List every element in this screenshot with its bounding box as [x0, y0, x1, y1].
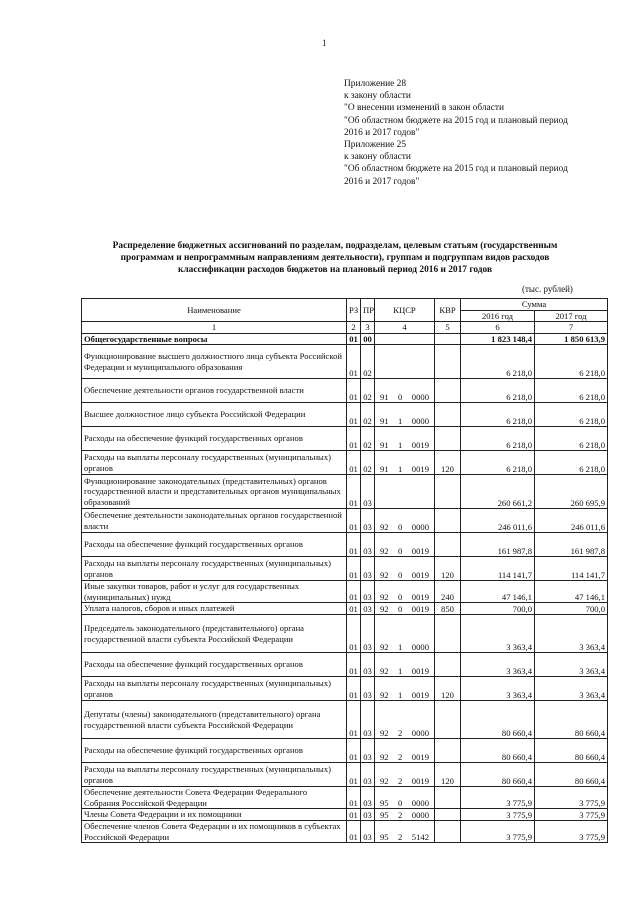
row-rz: 01: [347, 603, 361, 615]
kcsr-direction: 0019: [411, 463, 429, 474]
kcsr-direction: 0019: [411, 569, 429, 580]
row-name: Председатель законодательного (представительного) органа государственной власти субъекта Российской Федерации: [82, 615, 347, 653]
appendix-reference: [344, 78, 624, 188]
row-pr: 02: [361, 403, 375, 427]
kcsr-subprogram: 1: [398, 665, 403, 676]
kcsr-direction: 0019: [411, 689, 429, 700]
row-rz: 01: [347, 739, 361, 763]
row-sum-2017: 161 987,8: [535, 533, 608, 557]
kcsr-subprogram: 0: [398, 569, 403, 580]
row-sum-2016: 161 987,8: [461, 533, 535, 557]
kcsr-direction: 0019: [411, 603, 429, 614]
appendix-line: к закону области: [344, 91, 411, 102]
kcsr-subprogram: 0: [398, 797, 403, 808]
row-kvr: [435, 403, 461, 427]
kcsr-program: 91: [380, 415, 389, 426]
row-rz: 01: [347, 763, 361, 787]
appendix-line: 2016 и 2017 годов": [344, 127, 420, 138]
row-kcsr: [375, 557, 435, 581]
row-sum-2017: 3 363,4: [535, 653, 608, 677]
kcsr-program: 92: [380, 569, 389, 580]
row-pr: 03: [361, 763, 375, 787]
kcsr-subprogram: 2: [398, 727, 403, 738]
row-kvr: [435, 615, 461, 653]
row-rz: 01: [347, 427, 361, 451]
row-sum-2016: 1 823 148,4: [461, 333, 535, 345]
row-pr: 03: [361, 581, 375, 603]
row-rz: 01: [347, 677, 361, 701]
kcsr-direction: 0019: [411, 751, 429, 762]
row-rz: 01: [347, 379, 361, 403]
kcsr-subprogram: 2: [398, 809, 403, 820]
column-index-row: [82, 322, 608, 334]
row-pr: 00: [361, 333, 375, 345]
document-title: Распределение бюджетных ассигнований по разделам, подразделам, целевым статьям (государственным программам и непрограммным направлениям деятельности), группам и подгруппам видов расходов классификации расходов бюджетов на плановый период 2016 и 2017 годов: [112, 241, 558, 276]
row-sum-2016: 6 218,0: [461, 379, 535, 403]
row-kcsr: [375, 821, 435, 843]
row-sum-2016: 6 218,0: [461, 403, 535, 427]
row-sum-2016: 260 661,2: [461, 475, 535, 509]
kcsr-program: 95: [380, 797, 389, 808]
row-pr: 03: [361, 787, 375, 809]
row-sum-2016: 246 011,6: [461, 509, 535, 533]
row-pr: 03: [361, 821, 375, 843]
row-name: Расходы на выплаты персоналу государственных (муниципальных) органов: [82, 763, 347, 787]
header-name: Наименование: [82, 299, 347, 322]
row-kvr: [435, 809, 461, 821]
row-name: Функционирование законодательных (представительных) органов государственной власти и представительных органов муниципальных образований: [82, 475, 347, 509]
row-pr: 03: [361, 509, 375, 533]
header-kvr: КВР: [435, 299, 461, 322]
row-sum-2017: 260 695,9: [535, 475, 608, 509]
appendix-line: Приложение 25: [344, 140, 407, 151]
row-sum-2016: 114 141,7: [461, 557, 535, 581]
kcsr-program: 91: [380, 463, 389, 474]
row-kcsr: [375, 739, 435, 763]
table-row: [82, 509, 608, 533]
row-kvr: [435, 379, 461, 403]
row-pr: 02: [361, 451, 375, 475]
row-kvr: 120: [435, 677, 461, 701]
row-pr: 03: [361, 739, 375, 763]
kcsr-program: 92: [380, 591, 389, 602]
row-sum-2017: 1 850 613,9: [535, 333, 608, 345]
row-name: Обеспечение деятельности органов государственной власти: [82, 379, 347, 403]
kcsr-subprogram: 2: [398, 751, 403, 762]
row-kcsr: [375, 475, 435, 509]
row-pr: 02: [361, 427, 375, 451]
header-sum: Сумма: [461, 299, 608, 311]
row-name: Уплата налогов, сборов и иных платежей: [82, 603, 347, 615]
row-name: Иные закупки товаров, работ и услуг для государственных (муниципальных) нужд: [82, 581, 347, 603]
row-kvr: 120: [435, 557, 461, 581]
kcsr-subprogram: 1: [398, 463, 403, 474]
header-year-2016: 2016 год: [461, 310, 535, 322]
row-rz: 01: [347, 787, 361, 809]
row-kvr: [435, 345, 461, 379]
row-sum-2017: 47 146,1: [535, 581, 608, 603]
row-kvr: [435, 787, 461, 809]
row-kcsr: [375, 509, 435, 533]
row-name: Депутаты (члены) законодательного (представительного) органа государственной власти субъекта Российской Федерации: [82, 701, 347, 739]
row-sum-2016: 47 146,1: [461, 581, 535, 603]
row-kcsr: [375, 379, 435, 403]
header-kcsr: КЦСР: [375, 299, 435, 322]
row-sum-2016: 80 660,4: [461, 739, 535, 763]
header-year-2017: 2017 год: [535, 310, 608, 322]
row-kvr: 120: [435, 763, 461, 787]
kcsr-direction: 0019: [411, 775, 429, 786]
table-row: [82, 333, 608, 345]
row-rz: 01: [347, 451, 361, 475]
row-sum-2016: 6 218,0: [461, 427, 535, 451]
col-index-7: 7: [535, 322, 608, 334]
kcsr-direction: 0000: [411, 641, 429, 652]
row-kvr: 850: [435, 603, 461, 615]
row-sum-2016: 3 363,4: [461, 615, 535, 653]
row-kvr: [435, 701, 461, 739]
row-sum-2016: 80 660,4: [461, 763, 535, 787]
row-name: Высшее должностное лицо субъекта Российской Федерации: [82, 403, 347, 427]
col-index-3: 3: [361, 322, 375, 334]
table-row: [82, 809, 608, 821]
row-kcsr: [375, 403, 435, 427]
appendix-line: "Об областном бюджете на 2015 год и плановый период: [344, 115, 568, 126]
row-kcsr: [375, 427, 435, 451]
row-pr: 03: [361, 475, 375, 509]
row-kcsr: [375, 451, 435, 475]
row-sum-2017: 3 775,9: [535, 821, 608, 843]
appendix-line: 2016 и 2017 годов": [344, 176, 420, 187]
row-kvr: [435, 475, 461, 509]
row-pr: 03: [361, 603, 375, 615]
row-name: Функционирование высшего должностного лица субъекта Российской Федерации и муниципального образования: [82, 345, 347, 379]
col-index-2: 2: [347, 322, 361, 334]
kcsr-direction: 0000: [411, 727, 429, 738]
row-name: Обеспечение деятельности Совета Федерации Федерального Собрания Российской Федерации: [82, 787, 347, 809]
col-index-4: 4: [375, 322, 435, 334]
kcsr-program: 92: [380, 545, 389, 556]
units-label: (тыс. рублей): [522, 284, 573, 294]
row-rz: 01: [347, 809, 361, 821]
kcsr-program: 95: [380, 831, 389, 842]
row-sum-2017: 6 218,0: [535, 403, 608, 427]
kcsr-program: 92: [380, 521, 389, 532]
table-row: [82, 427, 608, 451]
col-index-6: 6: [461, 322, 535, 334]
row-sum-2017: 6 218,0: [535, 345, 608, 379]
kcsr-direction: 0019: [411, 439, 429, 450]
row-rz: 01: [347, 533, 361, 557]
row-rz: 01: [347, 581, 361, 603]
kcsr-program: 92: [380, 689, 389, 700]
kcsr-program: 91: [380, 391, 389, 402]
table-row: [82, 379, 608, 403]
kcsr-subprogram: 1: [398, 415, 403, 426]
row-kvr: [435, 333, 461, 345]
row-kcsr: [375, 653, 435, 677]
row-kvr: 120: [435, 451, 461, 475]
kcsr-direction: 0000: [411, 521, 429, 532]
kcsr-program: 92: [380, 603, 389, 614]
row-pr: 02: [361, 345, 375, 379]
row-name: Обеспечение членов Совета Федерации и их помощников в субъектах Российской Федерации: [82, 821, 347, 843]
kcsr-program: 92: [380, 665, 389, 676]
kcsr-subprogram: 1: [398, 641, 403, 652]
row-sum-2017: 3 775,9: [535, 787, 608, 809]
kcsr-direction: 0000: [411, 797, 429, 808]
row-name: Расходы на обеспечение функций государственных органов: [82, 739, 347, 763]
table-row: [82, 787, 608, 809]
table-row: [82, 345, 608, 379]
row-name: Расходы на обеспечение функций государственных органов: [82, 427, 347, 451]
kcsr-subprogram: 0: [398, 591, 403, 602]
row-sum-2017: 6 218,0: [535, 427, 608, 451]
table-row: [82, 403, 608, 427]
row-sum-2016: 6 218,0: [461, 345, 535, 379]
table-row: [82, 581, 608, 603]
row-sum-2016: 3 363,4: [461, 653, 535, 677]
row-name: Расходы на обеспечение функций государственных органов: [82, 533, 347, 557]
kcsr-program: 95: [380, 809, 389, 820]
row-rz: 01: [347, 615, 361, 653]
row-pr: 03: [361, 653, 375, 677]
row-sum-2017: 80 660,4: [535, 763, 608, 787]
kcsr-direction: 5142: [411, 831, 429, 842]
table-row: [82, 451, 608, 475]
table-row: [82, 821, 608, 843]
kcsr-program: 92: [380, 641, 389, 652]
row-sum-2016: 80 660,4: [461, 701, 535, 739]
table-row: [82, 603, 608, 615]
row-sum-2017: 6 218,0: [535, 451, 608, 475]
header-pr: ПР: [361, 299, 375, 322]
row-rz: 01: [347, 403, 361, 427]
row-kcsr: [375, 581, 435, 603]
kcsr-program: 92: [380, 751, 389, 762]
row-sum-2017: 80 660,4: [535, 739, 608, 763]
row-name: Расходы на выплаты персоналу государственных (муниципальных) органов: [82, 451, 347, 475]
table-row: [82, 615, 608, 653]
row-sum-2017: 80 660,4: [535, 701, 608, 739]
row-sum-2016: 3 363,4: [461, 677, 535, 701]
row-rz: 01: [347, 475, 361, 509]
kcsr-direction: 0019: [411, 545, 429, 556]
table-row: [82, 763, 608, 787]
row-kvr: [435, 739, 461, 763]
kcsr-direction: 0000: [411, 415, 429, 426]
row-kvr: [435, 821, 461, 843]
row-kvr: [435, 509, 461, 533]
appendix-line: к закону области: [344, 152, 411, 163]
row-kcsr: [375, 787, 435, 809]
kcsr-direction: 0019: [411, 665, 429, 676]
kcsr-subprogram: 0: [398, 603, 403, 614]
row-kcsr: [375, 615, 435, 653]
row-name: Общегосударственные вопросы: [82, 333, 347, 345]
table-row: [82, 739, 608, 763]
row-kvr: [435, 533, 461, 557]
row-kcsr: [375, 677, 435, 701]
row-pr: 03: [361, 809, 375, 821]
row-sum-2016: 700,0: [461, 603, 535, 615]
row-sum-2016: 6 218,0: [461, 451, 535, 475]
kcsr-direction: 0000: [411, 809, 429, 820]
row-name: Члены Совета Федерации и их помощники: [82, 809, 347, 821]
row-pr: 02: [361, 379, 375, 403]
row-kcsr: [375, 701, 435, 739]
row-kcsr: [375, 533, 435, 557]
kcsr-direction: 0000: [411, 391, 429, 402]
kcsr-direction: 0019: [411, 591, 429, 602]
kcsr-subprogram: 0: [398, 545, 403, 556]
kcsr-subprogram: 0: [398, 391, 403, 402]
row-sum-2016: 3 775,9: [461, 787, 535, 809]
kcsr-subprogram: 1: [398, 439, 403, 450]
row-kcsr: [375, 763, 435, 787]
row-sum-2017: 6 218,0: [535, 379, 608, 403]
row-name: Расходы на выплаты персоналу государственных (муниципальных) органов: [82, 677, 347, 701]
row-kcsr: [375, 603, 435, 615]
row-pr: 03: [361, 677, 375, 701]
row-rz: 01: [347, 557, 361, 581]
row-kvr: [435, 427, 461, 451]
row-rz: 01: [347, 653, 361, 677]
row-sum-2017: 3 775,9: [535, 809, 608, 821]
table-row: [82, 677, 608, 701]
row-pr: 03: [361, 615, 375, 653]
row-rz: 01: [347, 333, 361, 345]
row-pr: 03: [361, 701, 375, 739]
appendix-line: "О внесении изменений в закон области: [344, 103, 504, 114]
table-row: [82, 701, 608, 739]
page-number: 1: [322, 38, 327, 48]
row-pr: 03: [361, 557, 375, 581]
table-row: [82, 533, 608, 557]
row-rz: 01: [347, 345, 361, 379]
row-pr: 03: [361, 533, 375, 557]
col-index-5: 5: [435, 322, 461, 334]
row-kvr: [435, 653, 461, 677]
kcsr-subprogram: 1: [398, 689, 403, 700]
row-sum-2017: 700,0: [535, 603, 608, 615]
row-name: Обеспечение деятельности законодательных органов государственной власти: [82, 509, 347, 533]
table-row: [82, 557, 608, 581]
row-sum-2016: 3 775,9: [461, 821, 535, 843]
row-kcsr: [375, 333, 435, 345]
appendix-line: "Об областном бюджете на 2015 год и плановый период: [344, 164, 568, 175]
kcsr-subprogram: 0: [398, 521, 403, 532]
table-row: [82, 475, 608, 509]
header-rz: РЗ: [347, 299, 361, 322]
row-rz: 01: [347, 509, 361, 533]
kcsr-program: 92: [380, 727, 389, 738]
appendix-line: Приложение 28: [344, 79, 407, 89]
row-name: Расходы на обеспечение функций государственных органов: [82, 653, 347, 677]
row-sum-2016: 3 775,9: [461, 809, 535, 821]
row-kcsr: [375, 809, 435, 821]
table-row: [82, 653, 608, 677]
kcsr-subprogram: 2: [398, 831, 403, 842]
kcsr-subprogram: 2: [398, 775, 403, 786]
col-index-1: 1: [82, 322, 347, 334]
row-sum-2017: 114 141,7: [535, 557, 608, 581]
row-sum-2017: 3 363,4: [535, 677, 608, 701]
row-name: Расходы на выплаты персоналу государственных (муниципальных) органов: [82, 557, 347, 581]
row-kvr: 240: [435, 581, 461, 603]
budget-table: [81, 298, 608, 843]
row-sum-2017: 3 363,4: [535, 615, 608, 653]
row-sum-2017: 246 011,6: [535, 509, 608, 533]
kcsr-program: 92: [380, 775, 389, 786]
row-rz: 01: [347, 701, 361, 739]
row-rz: 01: [347, 821, 361, 843]
kcsr-program: 91: [380, 439, 389, 450]
row-kcsr: [375, 345, 435, 379]
